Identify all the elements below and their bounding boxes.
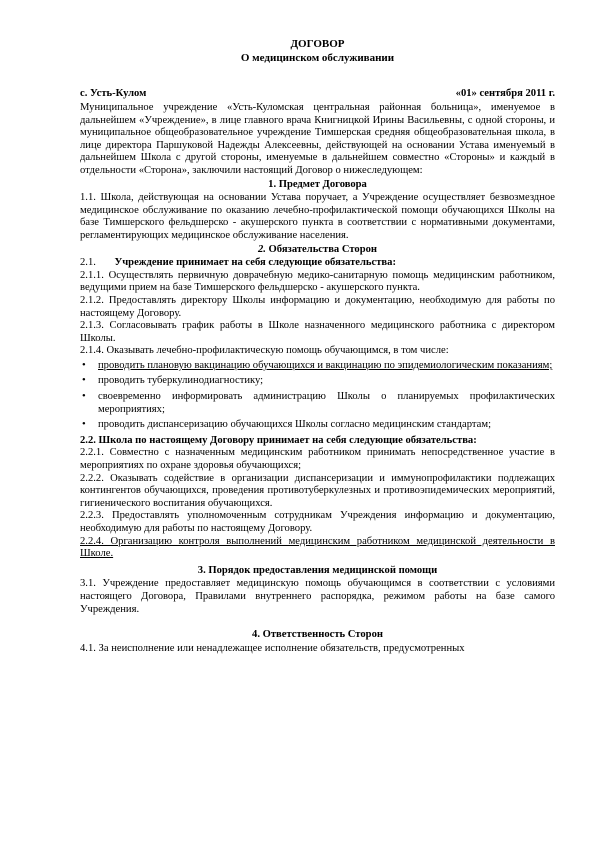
bullet-icon: • (82, 359, 86, 371)
clause-2-1 (80, 257, 555, 270)
doc-place: с. Усть-Кулом (80, 88, 147, 99)
bullet-icon: • (82, 391, 86, 403)
bullet-icon: • (82, 419, 86, 431)
list-item (80, 419, 555, 432)
preamble: Муниципальное учреждение «Усть-Куломская центральная районная больница», именуемое в дальнейшем «Учреждение», в лице главного врача Книгницкой Ирины Васильевны, с одной стороны, и муниципальное общеобразовательное учреждение Тимшерская средняя общеобразовательная школа, в лице директора Паршуковой Надежды Алексеевны, действующей на основании Устава именуемый в дальнейшем Школа с другой стороны, именуемые в дальнейшем совместно «Стороны» и каждый в отдельности «Сторона», заключили настоящий Договор о нижеследующем: (80, 102, 555, 176)
clause-2-2-3: 2.2.3. Предоставлять уполномоченным сотрудникам Учреждения информацию и документацию, необходимую для работы по настоящему Договору. (80, 510, 555, 534)
section-4-heading: 4. Ответственность Сторон (252, 629, 383, 641)
list-item-text: своевременно информировать администрацию Школы о планируемых профилактических мероприятиях; (98, 391, 555, 415)
clause-2-2-1: 2.2.1. Совместно с назначенным медицинским работником принимать непосредственное участие в мероприятиях по охране здоровья обучающихся; (80, 447, 555, 472)
clause-2-1-2: 2.1.2. Предоставлять директору Школы информацию и документацию, необходимую для работы по настоящему Договору. (80, 294, 555, 319)
bullet-icon: • (82, 375, 86, 387)
section-2-title: Обязательства Сторон (265, 243, 378, 255)
section-2-heading (80, 244, 555, 257)
bullet-list (80, 360, 555, 432)
section-1-heading: 1. Предмет Договора (268, 178, 367, 190)
clause-4-1: 4.1. За неисполнение или ненадлежащее исполнение обязательств, предусмотренных (80, 642, 465, 654)
section-2-number: 2. (257, 243, 266, 255)
section-3-heading: 3. Порядок предоставления медицинской помощи (197, 564, 438, 576)
clause-2-2: 2.2. Школа по настоящему Договору принимает на себя следующие обязательства: (80, 434, 477, 446)
list-item-text: проводить туберкулинодиагностику; (98, 375, 264, 387)
doc-title: ДОГОВОР (290, 38, 345, 50)
clause-2-1-text: Учреждение принимает на себя следующие обязательства: (114, 257, 396, 269)
clause-2-2-4: 2.2.4. Организацию контроля выполнений медицинским работником медицинской деятельности в Школе. (80, 535, 555, 560)
clause-2-1-3: 2.1.3. Согласовывать график работы в Школе назначенного медицинского работника с директором Школы. (80, 320, 555, 344)
clause-2-2-2: 2.2.2. Оказывать содействие в организации диспансеризации и иммунопрофилактики подлежащих контингентов обучающихся, проведения противотуберкулезных и противоэпидемических мероприятий, гигиенического воспитания обучающихся. (80, 472, 555, 509)
doc-subtitle: О медицинском обслуживании (240, 52, 395, 64)
list-item (80, 360, 555, 373)
clause-2-1-4: 2.1.4. Оказывать лечебно-профилактическую помощь обучающимся, в том числе: (80, 345, 449, 357)
list-item-text: проводить плановую вакцинацию обучающихся и вакцинацию по эпидемиологическим показаниям; (98, 359, 553, 371)
list-item-text: проводить диспансеризацию обучающихся Школы согласно медицинским стандартам; (98, 419, 492, 431)
list-item (80, 375, 555, 388)
clause-2-1-number: 2.1. (80, 257, 96, 269)
clause-1-1: 1.1. Школа, действующая на основании Устава поручает, а Учреждение осуществляет безвозмездное медицинское обслуживание по оказанию лечебно-профилактической помощи обучающихся Школы на базе Тимшерского фельдшерско - акушерского пункта в соответствии с нормативными документами, регламентирующих медицинское обслуживание населения. (80, 192, 555, 241)
place-date-line (80, 87, 555, 100)
clause-3-1: 3.1. Учреждение предоставляет медицинскую помощь обучающимся в соответствии с условиями настоящего Договора, Правилами внутреннего распорядка, режимом работы на базе самого Учреждения. (80, 578, 555, 615)
spacer (80, 616, 555, 628)
list-item (80, 391, 555, 416)
clause-2-1-1: 2.1.1. Осуществлять первичную доврачебную медико-санитарную помощь медицинским работником, ведущими прием на базе Тимшерского фельдшерско - акушерского пункта. (80, 269, 555, 294)
doc-date: «01» сентября 2011 г. (455, 88, 555, 99)
document-page (80, 38, 555, 655)
